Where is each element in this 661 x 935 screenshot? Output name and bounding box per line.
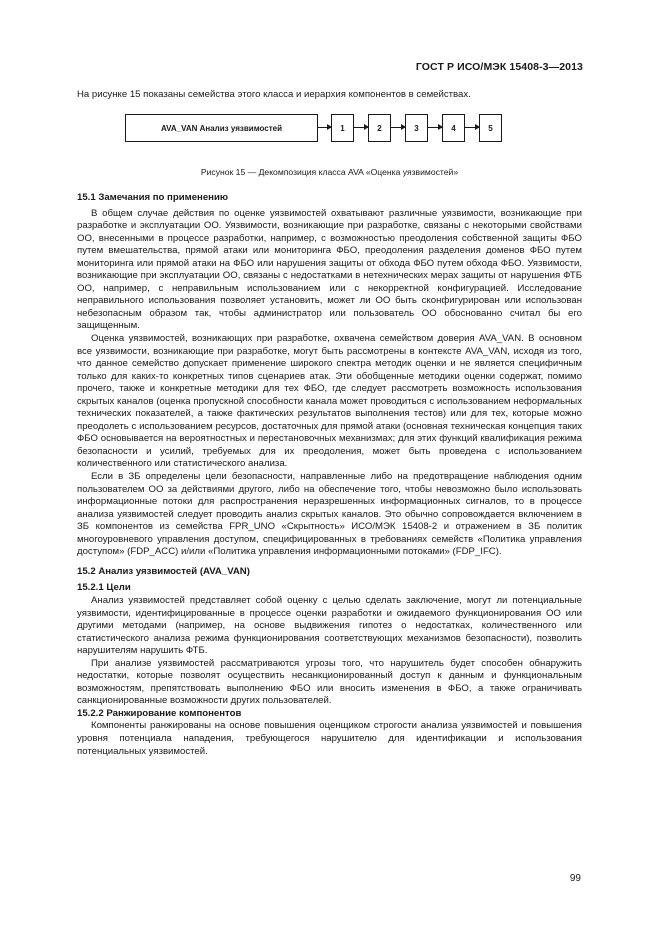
- page-number: 99: [569, 873, 581, 884]
- arrow-connector: [465, 127, 479, 128]
- section-heading: 15.1 Замечания по применению: [77, 192, 229, 203]
- section-15-1: [77, 192, 582, 758]
- body-paragraph: В общем случае действия по оценке уязвимостей охватывают различные уязвимости, возникающие при разработке и эксплуатации ОО. Уязвимости, возникающие при разработке, связаны с некоторыми свойствами ОО, внесенными в процессе разработки, например, с возможностью преодоления собственной защиты ФБО путем вмешательства, прямой атаки или мониторинга ФБО, преодоления разделения доменов ФБО путем мониторинга или прямой атаки на ФБО или нарушения защиты от обхода ФБО путем обхода ФБО. Уязвимости, возникающие при эксплуатации ОО, связаны с недостатками в нетехнических мерах защиты от нарушения ФТБ ОО, например, с неправильным использованием или с некорректной конфигурацией. Исследование неправильного использования позволяет установить, может ли ОО быть сконфигурирован или использован небезопасным образом так, чтобы администратор или пользователь ОО обоснованно считал бы его защищенным.: [77, 207, 582, 332]
- subsection-heading: 15.2.2 Ранжирование компонентов: [77, 707, 242, 719]
- component-box-2: 2: [368, 114, 391, 142]
- body-paragraph: Если в ЗБ определены цели безопасности, направленные либо на предотвращение наблюдения одним пользователем ОО за действиями другого, либо на обеспечение того, чтобы невозможно было использовать информационные потоки для распространения неразрешенных информационных сигналов, то в процессе анализа уязвимостей следует проводить анализ скрытых каналов. Это обычно сопровождается включением в ЗБ компонентов из семейства FPR_UNO «Скрытность» ИСО/МЭК 15408-2 и отражением в ЗБ политик многоуровневого управления доступом, специфицированных в требованиях семейств «Политика управления доступом» (FDP_ACC) и/или «Политика управления информационными потоками» (FDP_IFC).: [77, 471, 582, 558]
- subsection-heading: 15.2.1 Цели: [77, 582, 131, 594]
- arrow-connector: [391, 127, 405, 128]
- arrow-connector: [428, 127, 442, 128]
- intro-paragraph: На рисунке 15 показаны семейства этого класса и иерархия компонентов в семействах.: [77, 89, 471, 100]
- body-paragraph: При анализе уязвимостей рассматриваются угрозы того, что нарушитель будет способен обнаружить недостатки, которые позволят осуществить несанкционированный доступ к данным и функциональным возможностям, препятствовать выполнению ФБО или вносить изменения в ФБО, а также ограничивать санкционированные возможности других пользователей.: [77, 657, 582, 707]
- document-header: ГОСТ Р ИСО/МЭК 15408-3—2013: [415, 61, 583, 73]
- component-box-1: 1: [331, 114, 354, 142]
- body-paragraph: Анализ уязвимостей представляет собой оценку с целью сделать заключение, могут ли потенциальные уязвимости, идентифицированные в процессе оценки разработки и ожидаемого функционирования ОО или другими методами (например, на основе выдвижения гипотез о недостатках, количественного или статистического анализа режима функционирования соответствующих механизмов безопасности), позволить нарушителям нарушить ФТБ.: [77, 594, 582, 657]
- body-paragraph: Оценка уязвимостей, возникающих при разработке, охвачена семейством доверия AVA_VAN. В основном все уязвимости, возникающие при разработке, могут быть рассмотрены в контексте AVA_VAN, исходя из того, что данное семейство допускает применение широкого спектра методик оценки и не является специфичным только для каких-то конкретных типов сценариев атак. Эти обобщенные методики оценки содержат, помимо прочего, также и конкретные методики для тех ФБО, где следует рассмотреть возможность использования скрытых каналов (оценка пропускной способности канала может проводиться с использованием неформальных технических показателей, а также фактических результатов выполнения тестов) или для тех, которые можно преодолеть с использованием ресурсов, достаточных для прямой атаки (основная техническая концепция таких ФБО основывается на вероятностных и перестановочных механизмах; для этих функций квалификация режима безопасности и усилий, требуемых для их преодоления, может быть проведена с использованием количественного или статистического анализа.: [77, 333, 582, 470]
- arrow-connector: [318, 127, 331, 128]
- figure-caption: Рисунок 15 — Декомпозиция класса AVA «Оценка уязвимостей»: [200, 167, 459, 177]
- section-heading: 15.2 Анализ уязвимостей (AVA_VAN): [77, 565, 250, 577]
- figure-decomposition: [125, 113, 519, 145]
- component-box-3: 3: [405, 114, 428, 142]
- body-paragraph: Компоненты ранжированы на основе повышения оценщиком строгости анализа уязвимостей и повышения уровня потенциала нападения, требующегося нарушителю для идентификации и использования потенциальных уязвимостей.: [77, 720, 582, 757]
- component-box-5: 5: [479, 114, 502, 142]
- component-box-4: 4: [442, 114, 465, 142]
- family-box: AVA_VAN Анализ уязвимостей: [125, 114, 318, 142]
- arrow-connector: [354, 127, 368, 128]
